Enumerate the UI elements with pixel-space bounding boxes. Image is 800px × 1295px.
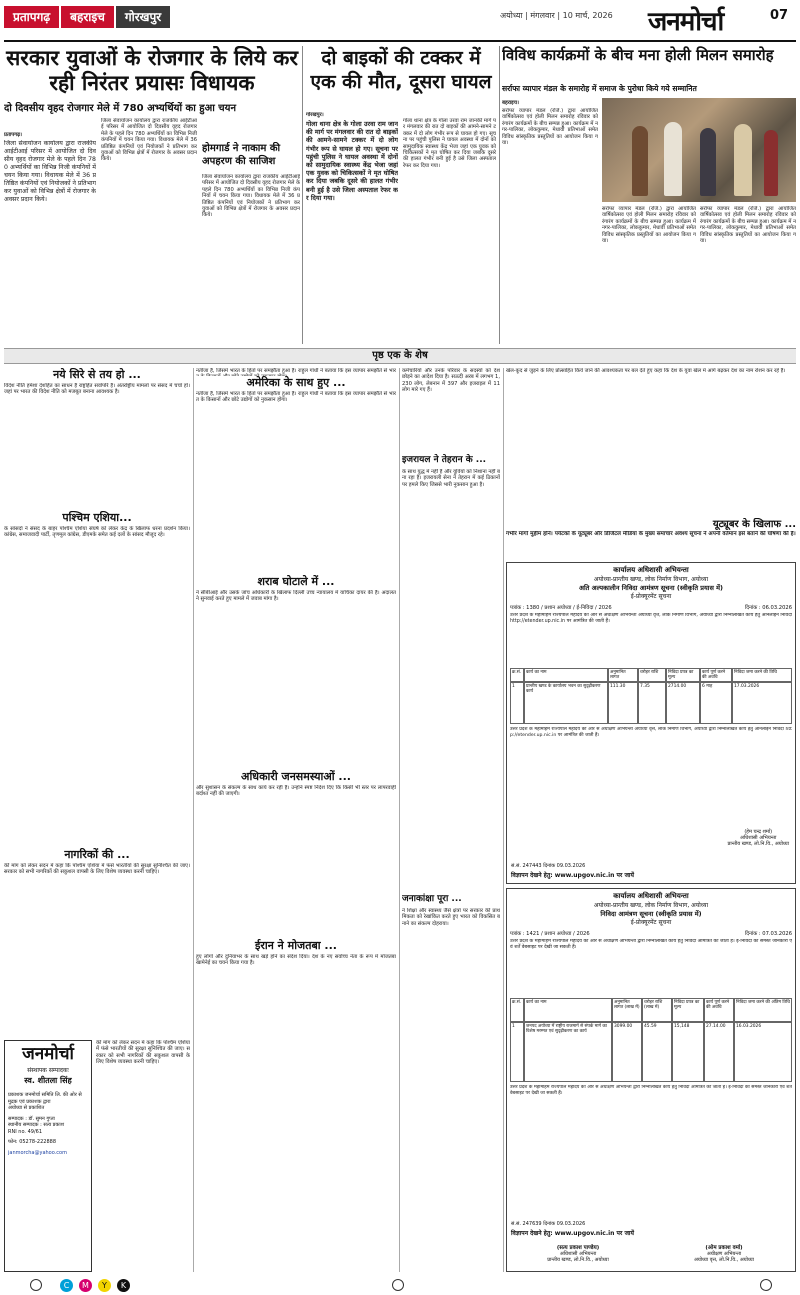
- notice1-td: 111.30: [608, 682, 638, 724]
- tender-notice-1: [506, 562, 796, 884]
- story-rozgar-col3: जिला सेवायोजन कार्यालय द्वारा राजकीय आईटीआई परिसर में आयोजित दो दिवसीय वृहद रोजगार मेले के पहले दिन 780 अभ्यर्थियों का विभिन्न निजी कंपनियों में चयन किया गया। विधायक मेले में 36 प्रतिष्ठित कंपनियों एवं नियोजकों ने प्रतिभाग कर युवाओं को विभिन्न क्षेत्रों में रोजगार के अवसर प्रदान किये।: [202, 174, 300, 219]
- notice2-sign-right: [659, 1243, 789, 1263]
- header-rule: [4, 40, 796, 42]
- imprint-founder-label: संस्थापक सम्पादकः: [27, 1067, 69, 1074]
- notice1-title-4: ई-प्रोक्यूरमेंट सूचना: [630, 593, 672, 600]
- col-a-body-3: की मांग को लेकर सदन में कहा कि पश्चिम एशिया में फंसे भारतीयों की सुरक्षा सुनिश्चित की जाए। सरकार को सभी नागरिकों की सकुशल वापसी के लिए विशेष व्यवस्था करनी चाहिए।: [4, 863, 190, 876]
- notice2-title-2: अयोध्या-प्रान्तीय खण्ड, लोक निर्माण विभाग, अयोध्या: [593, 902, 709, 909]
- col-b-head-1: अमेरिका के साथ हुए ...: [246, 376, 346, 389]
- tender-notice-2: [506, 888, 796, 1272]
- notice1-td: 2714.00: [666, 682, 700, 724]
- story-bike-headline: दो बाइकों की टक्कर में एक की मौत, दूसरा घायल: [310, 47, 492, 93]
- notice2-sign-left-2: अधिशासी अभियन्ता: [559, 1251, 597, 1257]
- notice1-terms: उत्तर प्रदेश के महामहिम राज्यपाल महोदय की ओर से अधीक्षण अभियन्ता अयोध्या वृत्त, लोक निर्माण विभाग, अयोध्या द्वारा निम्नलिखित कार्य हेतु ऑनलाइन निविदा http://etender.up.nic.in पर आमंत्रित की जाती हैं।: [510, 727, 792, 738]
- story-bike-lead: गोला थाना क्षेत्र के गोला उरवा राम जानकी मार्ग पर मंगलवार की रात दो बाइकों की आमने-सामने टक्कर में दो लोग गंभीर रूप से घायल हो गए। सूचना पर पहुंची पुलिस ने घायल अवस्था में दोनों को सामुदायिक स्वास्थ्य केंद्र भेजा जहां एक युवक को चिकित्सकों ने मृत घोषित कर दिया जबकि दूसरे की हालत गंभीर बनी हुई है उसे जिला अस्पताल रेफर कर दिया गया।: [306, 120, 398, 202]
- notice2-th: निविदा प्रपत्र का मूल्य: [672, 998, 704, 1022]
- col-c-body-3: ने शिक्षा और स्वास्थ्य जैसे क्षेत्रों पर सरकार की प्राथमिकता को रेखांकित करते हुए भारत को विकसित बनाने का संकल्प दोहराया।: [402, 908, 500, 927]
- col-b-body-2: ने सीबीआई और उसके जांच अधिकारी के खिलाफ दिल्ली उच्च न्यायालय में याचिका दायर की है। अदालत ने सुनवाई करते हुए मामले में जवाब मांगा है।: [196, 590, 396, 603]
- notice2-td: जनपद अयोध्या में राष्ट्रीय राजमार्ग से संपर्क मार्ग का विशेष मरम्मत एवं सुदृढ़ीकरण का कार्य: [524, 1022, 612, 1082]
- col-b-head-3: अधिकारी जनसमस्याओं ...: [241, 770, 351, 783]
- story-holi-subhead: सर्राफा व्यापार मंडल के समारोह में समाज के पुरोधा किये गये सम्मानित: [502, 84, 697, 93]
- imprint-line: janmorcha@yahoo.com: [8, 1149, 67, 1156]
- notice2-td: 45.59: [642, 1022, 672, 1082]
- story-holi-milan: [502, 46, 796, 346]
- story-holi-headline: विविध कार्यक्रमों के बीच मना होली मिलन समारोह: [502, 46, 774, 64]
- col-a-body-3-cont: की मांग को लेकर सदन में कहा कि पश्चिम एशिया में फंसे भारतीयों की सुरक्षा सुनिश्चित की जाए। सरकार को सभी नागरिकों की सकुशल वापसी के लिए विशेष व्यवस्था करनी चाहिए।: [96, 1040, 190, 1066]
- col-b-body-4: हुए लोगों और दुनियाभर के साथ खड़े होने का संदेश दिया। देश के नए सर्वोच्च नेता के रूप में मोजतबा खामेनेई का चयन किया गया है।: [196, 954, 396, 967]
- column-rule: [193, 368, 194, 1272]
- col-a-head-3: नागरिकों की ...: [64, 848, 130, 861]
- color-marks: [60, 1279, 130, 1292]
- imprint-line: सम्पादक : डॉ. सुमन गुप्ता: [8, 1115, 55, 1122]
- reg-mark-left: [30, 1279, 42, 1291]
- notice1-th: धरोहर राशि: [638, 668, 666, 682]
- page-header: [0, 0, 800, 40]
- story-rozgar-subhead: दो दिवसीय वृहद रोजगार मेले में 780 अभ्यर्थियों का हुआ चयन: [4, 103, 236, 114]
- photo-figure: [700, 128, 716, 196]
- header-tabs: [4, 6, 170, 28]
- continued-band-title: पृष्ठ एक के शेष: [372, 350, 428, 361]
- masthead: जनमोर्चा: [648, 7, 724, 37]
- color-mark-c: C: [60, 1279, 73, 1292]
- reg-mark-center: [392, 1279, 404, 1291]
- notice2-th: कार्य का नाम: [524, 998, 612, 1022]
- footer-bar: [0, 1276, 800, 1295]
- notice1-th: कार्य का नाम: [524, 668, 608, 682]
- story-holi-col2: सर्राफा व्यापार मंडल (रजि.) द्वारा आयोजित वार्षिकोत्सव एवं होली मिलन समारोह रविवार को रंगारंग कार्यक्रमों के बीच सम्पन्न हुआ। कार्यक्रम में नगर-पालिका, लोककुमार, मेधावी प्रतिभाओं समेत विविध सांस्कृतिक प्रस्तुतियों का आयोजन किया गया।: [602, 206, 696, 245]
- tab-bahraich: बहराइच: [61, 6, 114, 28]
- col-a-head-1: नये सिरे से तय हो ...: [53, 368, 141, 381]
- photo-figure: [764, 130, 778, 196]
- col-c-head-2: इजरायल ने तेहरान के ...: [402, 455, 487, 465]
- notice1-site: विज्ञापन देखने हेतु: www.upgov.nic.in पर जायें: [511, 872, 634, 879]
- notice2-date: दिनांक : 07.03.2026: [744, 931, 792, 937]
- notice1-body: उत्तर प्रदेश के महामहिम राज्यपाल महोदय की ओर से अधीक्षण अभियन्ता अयोध्या वृत्त, लोक निर्माण विभाग, अयोध्या द्वारा निम्नलिखित कार्य हेतु ऑनलाइन निविदा http://etender.up.nic.in पर आमंत्रित की जाती हैं।: [510, 613, 792, 624]
- notice1-th: निविदा प्रपत्र का मूल्य: [666, 668, 700, 682]
- notice2-sign-left: [513, 1243, 643, 1263]
- notice2-sign-left-3: प्रान्तीय खण्ड, लो.नि.वि., अयोध्या: [547, 1257, 609, 1263]
- story-holi-dateline: बहराइच।: [502, 100, 519, 106]
- col-c-body-2: के साथ युद्ध में नहीं है और युवियों को निशाना नहीं बना रहा है। इजरायली सेना ने तेहरान में कई ठिकानों पर हमले किए जिससे भारी नुकसान हुआ है।: [402, 469, 500, 488]
- col-b-body-3: और सुशासन के संकल्प के साथ कार्य कर रही है। उन्होंने स्पष्ट निर्देश दिए कि किसी भी स्तर पर लापरवाही बर्दाश्त नहीं की जाएगी।: [196, 785, 396, 798]
- notice2-code: सं.सं. 247639 दिनांक 09.03.2026: [511, 1221, 586, 1227]
- tab-gorakhpur: गोरखपुर: [116, 6, 170, 28]
- story-rozgar-inline-head: होमगार्ड ने नाकाम की अपहरण की साजिश: [202, 143, 281, 167]
- notice1-title-2: अयोध्या-प्रान्तीय खण्ड, लोक निर्माण विभाग, अयोध्या: [593, 576, 709, 583]
- story-rozgar-col1: जिला सेवायोजन कार्यालय द्वारा राजकीय आईटीआई परिसर में आयोजित दो दिवसीय वृहद रोजगार मेले के पहले दिन 780 अभ्यर्थियों का विभिन्न निजी कंपनियों में चयन किया गया। विधायक मेले में 36 प्रतिष्ठित कंपनियों एवं नियोजकों ने प्रतिभाग कर युवाओं को विभिन्न क्षेत्रों में रोजगार के अवसर प्रदान किये।: [4, 140, 96, 203]
- imprint-box: [4, 1040, 92, 1272]
- notice1-sign: [727, 829, 789, 847]
- color-mark-m: M: [79, 1279, 92, 1292]
- notice2-title-1: कार्यालय अधिशासी अभियन्ता: [613, 892, 689, 900]
- col-a-body-1: विदेश नीति हमेशा देशहित का साधन है राष्ट्रहित सर्वोपरि है। अंतर्राष्ट्रीय मामलों पर संसद में चर्चा हो। जहां पर भारत की विदेश नीति को मजबूत बनाना आवश्यक है।: [4, 383, 190, 396]
- youtuber-head: यूट्यूबर के खिलाफ ...: [712, 519, 796, 530]
- col-a-head-2: पश्चिम एशिया...: [62, 511, 132, 524]
- photo-figure: [664, 122, 682, 196]
- holi-milan-photo: [602, 98, 796, 202]
- column-rule: [499, 46, 500, 344]
- notice2-sign-right-1: (ओम प्रकाश वर्मा): [705, 1245, 743, 1251]
- story-rozgar: [4, 46, 300, 346]
- notice1-th: क्र.सं.: [510, 668, 524, 682]
- notice2-ref: पत्रांक : 1421 / प्रशान अयोध्या / 2026: [510, 931, 590, 937]
- story-bike-body: गोला थाना क्षेत्र के गोला उरवा राम जानकी मार्ग पर मंगलवार की रात दो बाइकों की आमने-सामने टक्कर में दो लोग गंभीर रूप से घायल हो गए। सूचना पर पहुंची पुलिस ने घायल अवस्था में दोनों को सामुदायिक स्वास्थ्य केंद्र भेजा जहां एक युवक को चिकित्सकों ने मृत घोषित कर दिया जबकि दूसरे की हालत गंभीर बनी हुई है उसे जिला अस्पताल रेफर कर दिया गया।: [403, 118, 496, 169]
- story-bike-dateline: गोरखपुर।: [306, 112, 324, 118]
- imprint-line: प्रकाशक जनमोर्चा समिति लि. की ओर से: [8, 1092, 82, 1098]
- notice2-title-4: ई-प्रोक्यूरमेंट सूचना: [630, 919, 672, 926]
- notice1-title-3: अति अल्पकालीन निविदा आमंत्रण सूचना (स्वीकृति प्रयास में): [579, 584, 723, 592]
- col-c-head-3: जनाकांक्षा पूरा ...: [402, 894, 462, 904]
- col-d-body: खेल-कूद से जुड़ने के लिए प्रोत्साहित किये जाने की आवश्यकता पर बल देते हुए कहा कि देश के युवा खेल में आगे बढ़कर देश का नाम रोशन कर रहे हैं।: [506, 368, 786, 374]
- column-rule: [399, 368, 400, 1272]
- column-d: [506, 368, 796, 558]
- notice2-td: 27.14.00: [704, 1022, 734, 1082]
- imprint-line: स्थानीय सम्पादक : सत्य प्रकाश: [8, 1122, 65, 1128]
- notice2-sign-left-1: (सत्य प्रकाश पाण्डेय): [556, 1245, 600, 1251]
- notice2-refline: [510, 929, 792, 937]
- page-number: 07: [770, 8, 789, 23]
- photo-figure: [632, 126, 648, 196]
- reg-mark-right: [760, 1279, 772, 1291]
- notice1-code: सं.सं. 247443 दिनांक 09.03.2026: [511, 863, 586, 869]
- column-b: [196, 368, 396, 1272]
- continued-band: [4, 348, 796, 364]
- notice1-title-1: कार्यालय अधिशासी अभियन्ता: [613, 566, 689, 574]
- notice1-th: अनुमानित लागत: [608, 668, 638, 682]
- notice2-td: 16.03.2026: [734, 1022, 792, 1082]
- color-mark-y: Y: [98, 1279, 111, 1292]
- notice1-date: दिनांक : 06.03.2026: [744, 605, 792, 611]
- notice1-sign-3: प्रान्तीय खण्ड, लो.नि.वि., अयोध्या: [727, 841, 789, 847]
- notice1-td: 7.35: [638, 682, 666, 724]
- notice2-sign-right-3: अयोध्या वृत्त, लो.नि.वि., अयोध्या: [694, 1257, 754, 1263]
- imprint-line: अयोध्या से प्रकाशित: [8, 1105, 45, 1111]
- youtuber-body: गंभीर मांगों मुहीम होने। पर्यटकों के यूट्यूबर और डिजिटल मीडिया के मुख्य समाचार अवश्य सूचना ने अपनी वर्तमान इसे बताने की घोषणा की है।: [506, 531, 796, 537]
- notice1-refline: [510, 603, 792, 611]
- imprint-line: RNI no. 49/61: [8, 1128, 43, 1135]
- story-rozgar-col2: जिला सेवायोजन कार्यालय द्वारा राजकीय आईटीआई परिसर में आयोजित दो दिवसीय वृहद रोजगार मेले के पहले दिन 780 अभ्यर्थियों का विभिन्न निजी कंपनियों में चयन किया गया। विधायक मेले में 36 प्रतिष्ठित कंपनियों एवं नियोजकों ने प्रतिभाग कर युवाओं को विभिन्न क्षेत्रों में रोजगार के अवसर प्रदान किये।: [101, 118, 197, 163]
- col-b-body-1: नतीजा है, जिसमें भारत के हितों पर समझौता हुआ है। राहुल गांधी ने बताया कि इस व्यापार समझौते से भारत के किसानों और छोटे उद्योगों को नुकसान होगा।: [196, 391, 396, 404]
- story-bike-accident: [306, 46, 496, 346]
- notice2-body: उत्तर प्रदेश के महामहिम राज्यपाल महोदय की ओर से अधीक्षण अभियन्ता द्वारा निम्नलिखित कार्य हेतु निविदा आमंत्रित की जाती हैं। ई-निविदा की समस्त जानकारी एवं शर्तें वेबसाइट पर देखी जा सकती हैं।: [510, 939, 792, 950]
- notice2-sign-right-2: अधीक्षण अभियन्ता: [706, 1251, 742, 1257]
- story-holi-col3: सर्राफा व्यापार मंडल (रजि.) द्वारा आयोजित वार्षिकोत्सव एवं होली मिलन समारोह रविवार को रंगारंग कार्यक्रमों के बीच सम्पन्न हुआ। कार्यक्रम में नगर-पालिका, लोककुमार, मेधावी प्रतिभाओं समेत विविध सांस्कृतिक प्रस्तुतियों का आयोजन किया गया।: [700, 206, 796, 245]
- notice2-terms: उत्तर प्रदेश के महामहिम राज्यपाल महोदय की ओर से अधीक्षण अभियन्ता द्वारा निम्नलिखित कार्य हेतु निविदा आमंत्रित की जाती हैं। ई-निविदा की समस्त जानकारी एवं शर्तें वेबसाइट पर देखी जा सकती हैं।: [510, 1085, 792, 1096]
- notice1-table: [510, 668, 792, 724]
- story-rozgar-dateline: प्रतापगढ़।: [4, 132, 23, 138]
- notice2-table: [510, 998, 792, 1082]
- col-a-body-2: के सांसदों ने संसद के बाहर पश्चिम एशिया संघर्ष को लेकर केंद्र के खिलाफ धरना प्रदर्शन किया। कांग्रेस, समाजवादी पार्टी, तृणमूल कांग्रेस, डीएमके समेत कई दलों के सांसद मौजूद रहे।: [4, 526, 190, 539]
- notice1-td: प्रान्तीय खण्ड के कार्यालय भवन का सुदृढ़ीकरण कार्य: [524, 682, 608, 724]
- imprint-logo: जनमोर्चा: [22, 1044, 74, 1064]
- notice2-td: 3099.00: [612, 1022, 642, 1082]
- notice2-th: अनुमानित लागत (लाख में): [612, 998, 642, 1022]
- notice1-ref: पत्रांक : 1380 / प्रशान अयोध्या / ई-निविदा / 2026: [510, 605, 612, 611]
- tab-pratapgarh: प्रतापगढ़: [4, 6, 59, 28]
- notice2-site: विज्ञापन देखने हेतु: www.upgov.nic.in पर जायें: [511, 1230, 634, 1237]
- notice2-title-3: निविदा आमंत्रण सूचना (स्वीकृति प्रयास में): [600, 910, 702, 918]
- notice2-th: धरोहर राशि (लाख में): [642, 998, 672, 1022]
- col-c-body-1: कर्मचारियों और उनके परिवार के सदस्यों को देश छोड़ने का आदेश दिया है। सऊदी अरब में लगभग 1,230 लोग, लेबनान में 397 और इजराइल में 11 लोग मारे गए हैं।: [402, 368, 500, 394]
- notice1-th: कार्य पूर्ण करने की अवधि: [700, 668, 732, 682]
- story-holi-col1: सर्राफा व्यापार मंडल (रजि.) द्वारा आयोजित वार्षिकोत्सव एवं होली मिलन समारोह रविवार को रंगारंग कार्यक्रमों के बीच सम्पन्न हुआ। कार्यक्रम में नगर-पालिका, लोककुमार, मेधावी प्रतिभाओं समेत विविध सांस्कृतिक प्रस्तुतियों का आयोजन किया गया।: [502, 108, 598, 147]
- col-b-top: नतीजा है, जिसमें भारत के हितों पर समझौता हुआ है। राहुल गांधी ने बताया कि इस व्यापार समझौते से भार: [196, 368, 396, 374]
- column-rule: [503, 368, 504, 1272]
- notice2-th: क्र.सं.: [510, 998, 524, 1022]
- notice2-td: 1: [510, 1022, 524, 1082]
- imprint-line: फोन: 05278-222888: [8, 1139, 56, 1145]
- notice1-th: निविदा जमा करने की तिथि: [732, 668, 792, 682]
- imprint-founder: स्व. शीतला सिंह: [24, 1076, 72, 1085]
- notice1-sign-1: (हेम चन्द्र शर्मा): [744, 829, 773, 835]
- notice1-td: 1: [510, 682, 524, 724]
- photo-figure: [734, 124, 752, 196]
- notice1-td: 17.03.2026: [732, 682, 792, 724]
- col-b-head-4: ईरान ने मोजतबा ...: [255, 939, 337, 952]
- imprint-line: मुद्रक एवं प्रकाशक द्वारा: [8, 1098, 51, 1105]
- dateline: अयोध्या | मंगलवार | 10 मार्च, 2026: [500, 11, 613, 20]
- col-b-head-2: शराब घोटाले में ...: [257, 575, 335, 588]
- story-rozgar-headline: सरकार युवाओं के रोजगार के लिये कर रही निरंतर प्रयासः विधायक: [6, 46, 298, 95]
- column-c: [402, 368, 500, 1272]
- notice2-th: निविदा जमा करने की अंतिम तिथि: [734, 998, 792, 1022]
- column-rule: [302, 46, 303, 344]
- notice1-td: 6 माह: [700, 682, 732, 724]
- color-mark-k: K: [117, 1279, 130, 1292]
- notice2-th: कार्य पूर्ण करने की अवधि: [704, 998, 734, 1022]
- notice2-td: 15,148: [672, 1022, 704, 1082]
- notice1-sign-2: अधिशासी अभियन्ता: [740, 835, 777, 841]
